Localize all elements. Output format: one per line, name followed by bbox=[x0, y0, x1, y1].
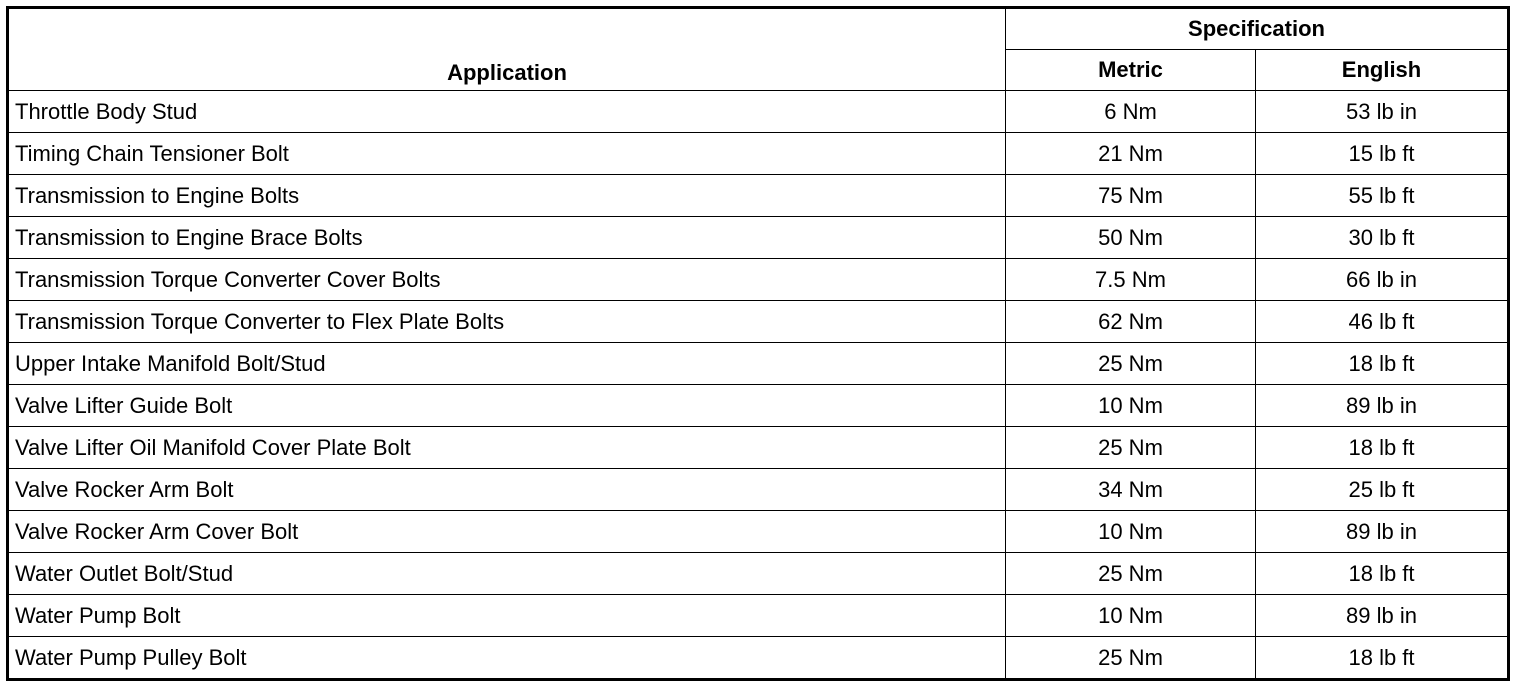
application-cell: Water Pump Bolt bbox=[8, 595, 1006, 637]
table-row bbox=[8, 343, 1509, 385]
metric-cell: 10 Nm bbox=[1006, 385, 1256, 427]
english-cell: 18 lb ft bbox=[1256, 637, 1509, 680]
metric-cell: 25 Nm bbox=[1006, 427, 1256, 469]
english-cell: 89 lb in bbox=[1256, 595, 1509, 637]
application-cell: Upper Intake Manifold Bolt/Stud bbox=[8, 343, 1006, 385]
english-cell: 30 lb ft bbox=[1256, 217, 1509, 259]
application-cell: Transmission Torque Converter Cover Bolts bbox=[8, 259, 1006, 301]
table-row bbox=[8, 595, 1509, 637]
metric-cell: 25 Nm bbox=[1006, 343, 1256, 385]
application-cell: Transmission to Engine Brace Bolts bbox=[8, 217, 1006, 259]
metric-cell: 50 Nm bbox=[1006, 217, 1256, 259]
english-cell: 18 lb ft bbox=[1256, 343, 1509, 385]
metric-cell: 10 Nm bbox=[1006, 595, 1256, 637]
table-row bbox=[8, 385, 1509, 427]
application-cell: Valve Rocker Arm Cover Bolt bbox=[8, 511, 1006, 553]
metric-cell: 75 Nm bbox=[1006, 175, 1256, 217]
table-row bbox=[8, 637, 1509, 680]
english-cell: 18 lb ft bbox=[1256, 427, 1509, 469]
english-cell: 89 lb in bbox=[1256, 385, 1509, 427]
application-cell: Water Outlet Bolt/Stud bbox=[8, 553, 1006, 595]
metric-cell: 7.5 Nm bbox=[1006, 259, 1256, 301]
application-cell: Transmission Torque Converter to Flex Plate Bolts bbox=[8, 301, 1006, 343]
column-header-application: Application bbox=[8, 8, 1006, 91]
english-cell: 55 lb ft bbox=[1256, 175, 1509, 217]
application-cell: Timing Chain Tensioner Bolt bbox=[8, 133, 1006, 175]
english-cell: 46 lb ft bbox=[1256, 301, 1509, 343]
application-cell: Valve Rocker Arm Bolt bbox=[8, 469, 1006, 511]
application-cell: Transmission to Engine Bolts bbox=[8, 175, 1006, 217]
table-row bbox=[8, 259, 1509, 301]
english-cell: 53 lb in bbox=[1256, 91, 1509, 133]
metric-cell: 10 Nm bbox=[1006, 511, 1256, 553]
application-cell: Throttle Body Stud bbox=[8, 91, 1006, 133]
column-header-metric: Metric bbox=[1006, 50, 1256, 91]
column-header-specification: Specification bbox=[1006, 8, 1509, 50]
metric-cell: 25 Nm bbox=[1006, 553, 1256, 595]
table-row bbox=[8, 175, 1509, 217]
table-row bbox=[8, 217, 1509, 259]
table-row bbox=[8, 301, 1509, 343]
metric-cell: 6 Nm bbox=[1006, 91, 1256, 133]
table-row bbox=[8, 511, 1509, 553]
torque-spec-table bbox=[6, 6, 1510, 681]
english-cell: 15 lb ft bbox=[1256, 133, 1509, 175]
english-cell: 25 lb ft bbox=[1256, 469, 1509, 511]
metric-cell: 25 Nm bbox=[1006, 637, 1256, 680]
table-row bbox=[8, 553, 1509, 595]
spec-table-wrapper bbox=[6, 6, 1510, 681]
application-cell: Valve Lifter Guide Bolt bbox=[8, 385, 1006, 427]
metric-cell: 21 Nm bbox=[1006, 133, 1256, 175]
metric-cell: 34 Nm bbox=[1006, 469, 1256, 511]
english-cell: 89 lb in bbox=[1256, 511, 1509, 553]
application-cell: Valve Lifter Oil Manifold Cover Plate Bolt bbox=[8, 427, 1006, 469]
application-cell: Water Pump Pulley Bolt bbox=[8, 637, 1006, 680]
english-cell: 18 lb ft bbox=[1256, 553, 1509, 595]
table-row bbox=[8, 133, 1509, 175]
column-header-english: English bbox=[1256, 50, 1509, 91]
metric-cell: 62 Nm bbox=[1006, 301, 1256, 343]
table-row bbox=[8, 469, 1509, 511]
table-body bbox=[8, 91, 1509, 680]
header-row-top bbox=[8, 8, 1509, 50]
table-row bbox=[8, 91, 1509, 133]
table-row bbox=[8, 427, 1509, 469]
english-cell: 66 lb in bbox=[1256, 259, 1509, 301]
